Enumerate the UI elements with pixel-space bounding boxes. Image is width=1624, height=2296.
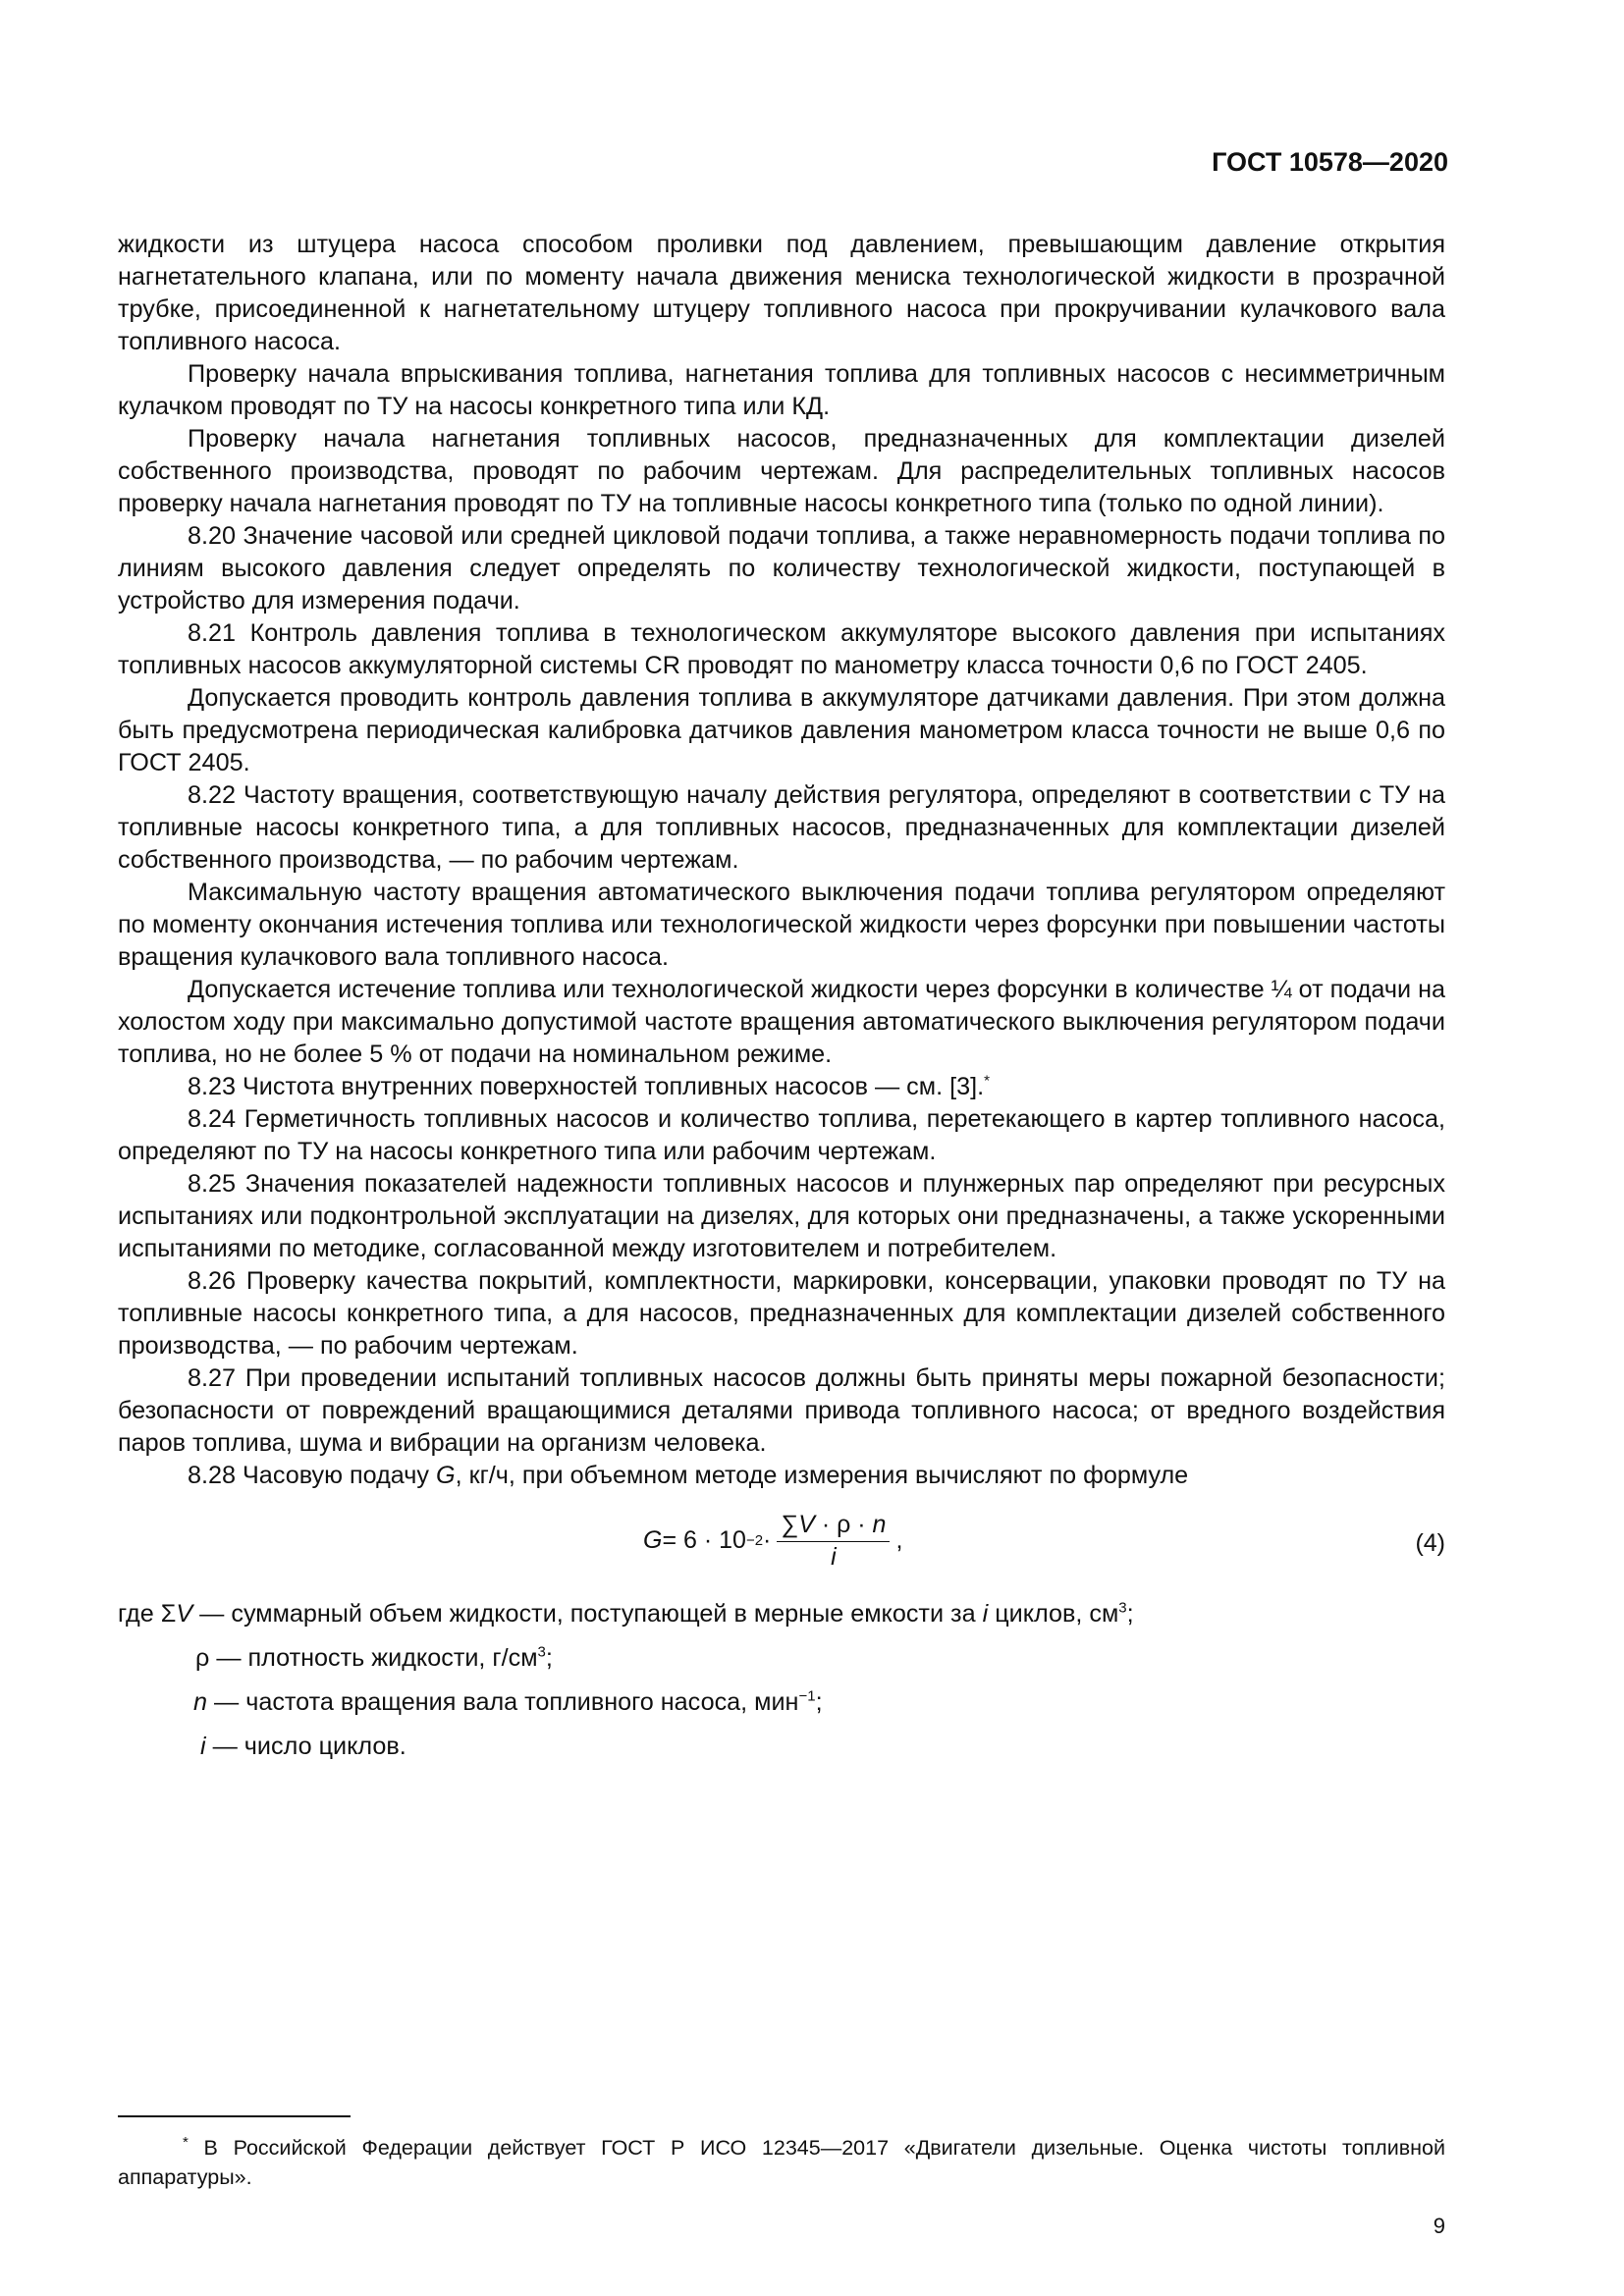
paragraph: Допускается проводить контроль давления топлива в аккумуляторе датчиками давления. При этом должна быть предусмотрена периодическая калибровка датчиков давления манометром класса точности не выше 0,6 по ГОСТ 2405. xyxy=(118,684,1445,776)
paragraph-8-25: 8.25 Значения показателей надежности топливных насосов и плунжерных пар определяют при ресурсных испытаниях или подконтрольной эксплуатации на дизелях, для которых они предназначены, а также ускоренными испытаниями по методике, согласованной между изготовителем и потребителем. xyxy=(118,1170,1445,1262)
paragraph-8-24: 8.24 Герметичность топливных насосов и количество топлива, перетекающего в картер топливного насоса, определяют по ТУ на насосы конкретного типа или рабочим чертежам. xyxy=(118,1105,1445,1165)
paragraph-8-23 xyxy=(118,1071,1445,1103)
paragraph-8-26: 8.26 Проверку качества покрытий, комплектности, маркировки, консервации, упаковки проводят по ТУ на топливные насосы конкретного типа, а для насосов, предназначенных для комплектации дизелей собственного производства, — по рабочим чертежам. xyxy=(118,1267,1445,1360)
document-header: ГОСТ 10578—2020 xyxy=(1212,147,1448,177)
formula-block xyxy=(118,1504,1445,1588)
footnote-rule xyxy=(118,2115,351,2117)
formula-4: G = 6 · 10 −2 · $\frac{\sum V \cdot \rho \cdot n}{i}$ , xyxy=(643,1511,903,1571)
equation-number: (4) xyxy=(1415,1529,1445,1557)
formula-fraction xyxy=(777,1510,890,1572)
document-body xyxy=(118,229,1445,1769)
paragraph-text: 8.23 Чистота внутренних поверхностей топливных насосов — см. [3]. xyxy=(188,1073,985,1100)
paragraph-8-28: 8.28 Часовую подачу G, кг/ч, при объемном методе измерения вычисляют по формуле xyxy=(188,1462,1189,1489)
fraction-numerator: ∑V · ρ · n xyxy=(777,1510,890,1542)
fraction-denominator: i xyxy=(831,1543,837,1571)
paragraph-8-22: 8.22 Частоту вращения, соответствующую началу действия регулятора, определяют в соответствии с ТУ на топливные насосы конкретного типа, а для топливных насосов, предназначенных для комплектации дизелей собственного производства, — по рабочим чертежам. xyxy=(118,781,1445,874)
legend-line: где ΣV — суммарный объем жидкости, поступающей в мерные емкости за i циклов, $см^3$; xyxy=(118,1599,1134,1628)
legend-line: n — частота вращения вала топливного насоса, мин$^{-1}$; xyxy=(193,1687,823,1716)
paragraph-8-21: 8.21 Контроль давления топлива в технологическом аккумуляторе высокого давления при испытаниях топливных насосов аккумуляторной системы CR проводят по манометру класса точности 0,6 по ГОСТ 2405. xyxy=(118,619,1445,679)
paragraph: Проверку начала нагнетания топливных насосов, предназначенных для комплектации дизелей собственного производства, проводят по рабочим чертежам. Для распределительных топливных насосов проверку начала нагнетания проводят по ТУ на топливные насосы конкретного типа (только по одной линии). xyxy=(118,425,1445,517)
paragraph: Проверку начала впрыскивания топлива, нагнетания топлива для топливных насосов с несимметричным кулачком проводят по ТУ на насосы конкретного типа или КД. xyxy=(118,360,1445,420)
paragraph: Максимальную частоту вращения автоматического выключения подачи топлива регулятором определяют по моменту окончания истечения топлива или технологической жидкости через форсунки при повышении частоты вращения кулачкового вала топливного насоса. xyxy=(118,879,1445,971)
footnote-mark: * xyxy=(183,2133,189,2151)
paragraph-8-27: 8.27 При проведении испытаний топливных насосов должны быть приняты меры пожарной безопасности; безопасности от повреждений вращающимися деталями привода топливного насоса; от вредного воздействия паров топлива, шума и вибрации на организм человека. xyxy=(118,1364,1445,1457)
footnote xyxy=(118,2133,1445,2192)
footnote-ref[interactable]: * xyxy=(984,1072,990,1090)
legend-line: ρ — плотность жидкости, $г/см^3$; xyxy=(195,1643,553,1672)
paragraph-8-20: 8.20 Значение часовой или средней цикловой подачи топлива, а также неравномерность подачи топлива по линиям высокого давления следует определять по количеству технологической жидкости, поступающей в устройство для измерения подачи. xyxy=(118,522,1445,614)
footnote-text: В Российской Федерации действует ГОСТ Р ИСО 12345—2017 «Двигатели дизельные. Оценка чистоты топливной аппаратуры». xyxy=(118,2136,1445,2189)
legend-line: i — число циклов. xyxy=(200,1733,406,1760)
formula-legend xyxy=(118,1592,1445,1769)
paragraph: Допускается истечение топлива или технологической жидкости через форсунки в количестве ¼ от подачи на холостом ходу при максимально допустимой частоте вращения автоматического выключения регулятором подачи топлива, но не более 5 % от подачи на номинальном режиме. xyxy=(118,976,1445,1068)
paragraph: жидкости из штуцера насоса способом проливки под давлением, превышающим давление открытия нагнетательного клапана, или по моменту начала движения мениска технологической жидкости в прозрачной трубке, присоединенной к нагнетательному штуцеру топливного насоса при прокручивании кулачкового вала топливного насоса. xyxy=(118,231,1445,355)
page-number: 9 xyxy=(1433,2214,1445,2238)
